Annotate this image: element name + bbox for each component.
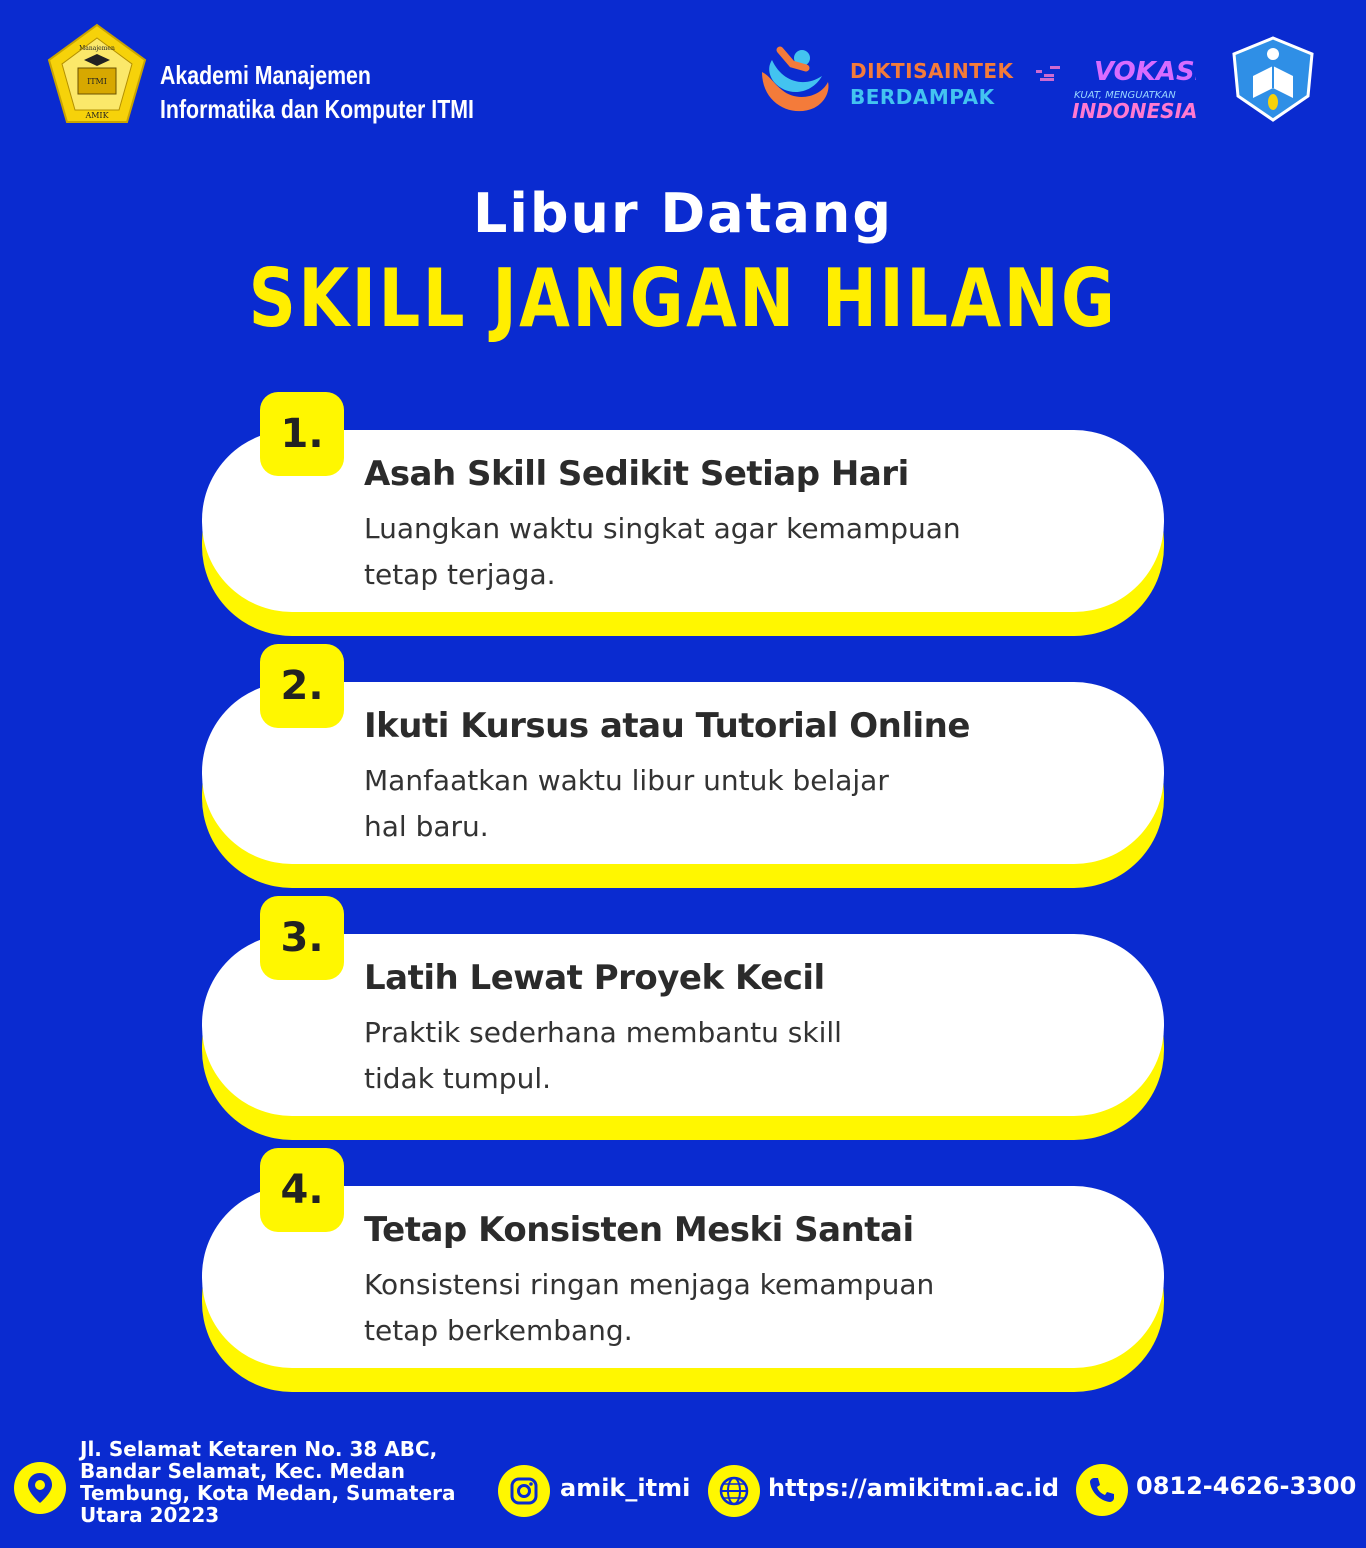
tip-description-line1: Luangkan waktu singkat agar kemampuan — [364, 512, 961, 545]
tip-description — [364, 1262, 1064, 1354]
tip-card-4 — [202, 1186, 1164, 1392]
address-line1: Jl. Selamat Ketaren No. 38 ABC, — [80, 1437, 438, 1461]
tip-title: Asah Skill Sedikit Setiap Hari — [364, 454, 909, 494]
tip-description — [364, 1010, 1064, 1102]
website-link[interactable]: https://amikitmi.ac.id — [768, 1474, 1060, 1502]
card-body — [202, 934, 1164, 1116]
svg-text:ITMI: ITMI — [87, 77, 107, 86]
tip-number-badge-1: 1. — [260, 392, 344, 476]
instagram-icon[interactable] — [498, 1465, 550, 1517]
institution-name — [160, 58, 474, 126]
tip-description-line2: tetap terjaga. — [364, 558, 556, 591]
institution-name-line1: Akademi Manajemen — [160, 60, 371, 90]
tip-card-2 — [202, 682, 1164, 888]
tip-title: Latih Lewat Proyek Kecil — [364, 958, 825, 998]
tip-title: Tetap Konsisten Meski Santai — [364, 1210, 914, 1250]
tip-number-badge-2: 2. — [260, 644, 344, 728]
tut-wuri-handayani-logo — [1228, 36, 1318, 122]
svg-text:AMIK: AMIK — [85, 111, 109, 120]
tip-description — [364, 506, 1064, 598]
svg-text:VOKASI: VOKASI — [1094, 57, 1196, 87]
tip-description-line1: Manfaatkan waktu libur untuk belajar — [364, 764, 889, 797]
location-pin-icon — [14, 1462, 66, 1514]
diktisaintek-line2: BERDAMPAK — [850, 85, 995, 109]
headline-main: SKILL JANGAN HILANG — [248, 252, 1118, 345]
svg-text:KUAT, MENGUATKAN: KUAT, MENGUATKAN — [1074, 90, 1176, 101]
tip-card-1 — [202, 430, 1164, 636]
tip-card-3 — [202, 934, 1164, 1140]
instagram-handle[interactable]: amik_itmi — [560, 1474, 691, 1502]
tip-description-line2: hal baru. — [364, 810, 489, 843]
card-body — [202, 430, 1164, 612]
phone-icon[interactable] — [1076, 1464, 1128, 1516]
address-line4: Utara 20223 — [80, 1503, 220, 1527]
card-body — [202, 1186, 1164, 1368]
tip-description-line1: Praktik sederhana membantu skill — [364, 1016, 842, 1049]
headline-subtitle: Libur Datang — [472, 182, 894, 245]
address-line2: Bandar Selamat, Kec. Medan — [80, 1459, 406, 1483]
tip-description-line2: tetap berkembang. — [364, 1314, 633, 1347]
tip-title: Ikuti Kursus atau Tutorial Online — [364, 706, 970, 746]
card-body — [202, 682, 1164, 864]
globe-icon[interactable] — [708, 1465, 760, 1517]
phone-number[interactable]: 0812-4626-3300 — [1136, 1472, 1357, 1500]
tip-number-badge-3: 3. — [260, 896, 344, 980]
vokasi-logo — [1036, 48, 1196, 128]
tip-description-line1: Konsistensi ringan menjaga kemampuan — [364, 1268, 935, 1301]
diktisaintek-line1: DIKTISAINTEK — [850, 59, 1014, 83]
tip-description-line2: tidak tumpul. — [364, 1062, 552, 1095]
tip-description — [364, 758, 1064, 850]
svg-text:Manajemen: Manajemen — [79, 45, 115, 52]
footer-address — [80, 1438, 500, 1526]
svg-text:INDONESIA: INDONESIA — [1072, 99, 1196, 123]
diktisaintek-logo-icon — [752, 42, 832, 122]
amik-itmi-logo — [44, 22, 150, 128]
institution-name-line2: Informatika dan Komputer ITMI — [160, 94, 474, 124]
address-line3: Tembung, Kota Medan, Sumatera — [80, 1481, 456, 1505]
diktisaintek-logo-text — [850, 58, 1014, 110]
tip-number-badge-4: 4. — [260, 1148, 344, 1232]
